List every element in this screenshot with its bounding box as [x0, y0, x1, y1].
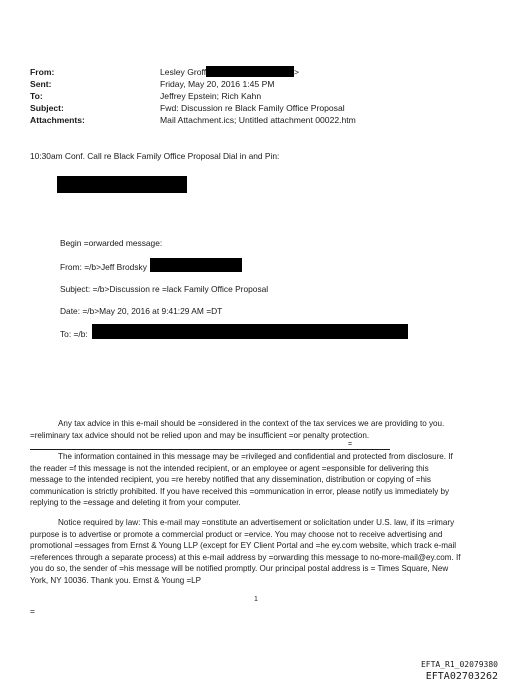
forwarded-date: Date: =/b>May 20, 2016 at 9:41:29 AM =DT: [60, 306, 223, 316]
from-label: From:: [30, 67, 55, 77]
redaction-bar: [150, 258, 242, 272]
forwarded-subject: Subject: =/b>Discussion re =lack Family Office Proposal: [60, 284, 269, 294]
notice-line: =references through a separate process) at this e-mail address by =orwarding this message to no-more-mail@ey.com. If: [30, 552, 461, 562]
begin-forwarded: Begin =orwarded message:: [60, 238, 163, 248]
attachments-value: Mail Attachment.ics; Untitled attachment 00022.htm: [160, 115, 356, 125]
separator-line: [30, 449, 390, 450]
forwarded-from: From: =/b>Jeff Brodsky: [60, 262, 147, 272]
sent-value: Friday, May 20, 2016 1:45 PM: [160, 79, 275, 89]
conf-call-line: 10:30am Conf. Call re Black Family Office Proposal Dial in and Pin:: [30, 151, 280, 161]
to-value: Jeffrey Epstein; Rich Kahn: [160, 91, 262, 101]
confidentiality-notice: [30, 451, 453, 509]
confidential-line: The information contained in this message may be =rivileged and confidential and protected from disclosure. If: [58, 452, 453, 461]
legal-notice: [30, 517, 460, 587]
notice-line: York, NY 10036. Thank you. Ernst & Young =LP: [30, 575, 202, 585]
page-number: 1: [254, 596, 258, 603]
notice-line: promotional =essages from Ernst & Young LLP (except for EY Client Portal and =he ey.com website, which track e-mail: [30, 541, 457, 551]
forwarded-to: To: =/b:: [60, 329, 88, 339]
redaction-bar: [206, 66, 294, 77]
to-label: To:: [30, 91, 43, 101]
from-value: Lesley Groff: [160, 67, 207, 77]
tax-line: =reliminary tax advice should not be relied upon and may be insufficient =or penalty protection.: [30, 430, 370, 440]
footer-code-secondary: EFTA02703262: [425, 671, 498, 682]
stray-marker: =: [30, 606, 35, 616]
confidential-line: the reader =f this message is not the intended recipient, or an employee or agent =esponsible for delivering this: [30, 463, 429, 473]
confidential-line: communication is strictly prohibited. If you have received this =ommunication in error, please notify us immediately by: [30, 486, 450, 496]
notice-line: purpose is to advertise or promote a commercial product or =ervice. You may choose not to receive advertising and: [30, 529, 443, 539]
notice-line: Notice required by law: This e-mail may =onstitute an advertisement or solicitation under U.S. law, if its =rimary: [58, 518, 455, 527]
footer-code-primary: EFTA_R1_02079380: [420, 660, 498, 669]
separator-marker: =: [348, 441, 353, 448]
subject-value: Fwd: Discussion re Black Family Office Proposal: [160, 103, 345, 113]
redaction-bar: [57, 176, 187, 193]
notice-line: you do so, the sender of =his message will be notified promptly. Our principal postal address is = Times Square, New: [30, 564, 449, 574]
tax-line: Any tax advice in this e-mail should be =onsidered in the context of the tax services we are providing to you.: [58, 419, 445, 428]
confidential-line: message to the intended recipient, you =re hereby notified that any dissemination, distribution or copying of =his: [30, 475, 431, 485]
subject-label: Subject:: [30, 103, 64, 113]
sent-label: Sent:: [30, 79, 52, 89]
attachments-label: Attachments:: [30, 115, 85, 125]
redaction-bar: [92, 324, 408, 339]
tax-disclaimer: [30, 418, 444, 441]
confidential-line: replying to the =essage and deleting it from your computer.: [30, 498, 241, 508]
from-suffix: >: [294, 67, 300, 77]
